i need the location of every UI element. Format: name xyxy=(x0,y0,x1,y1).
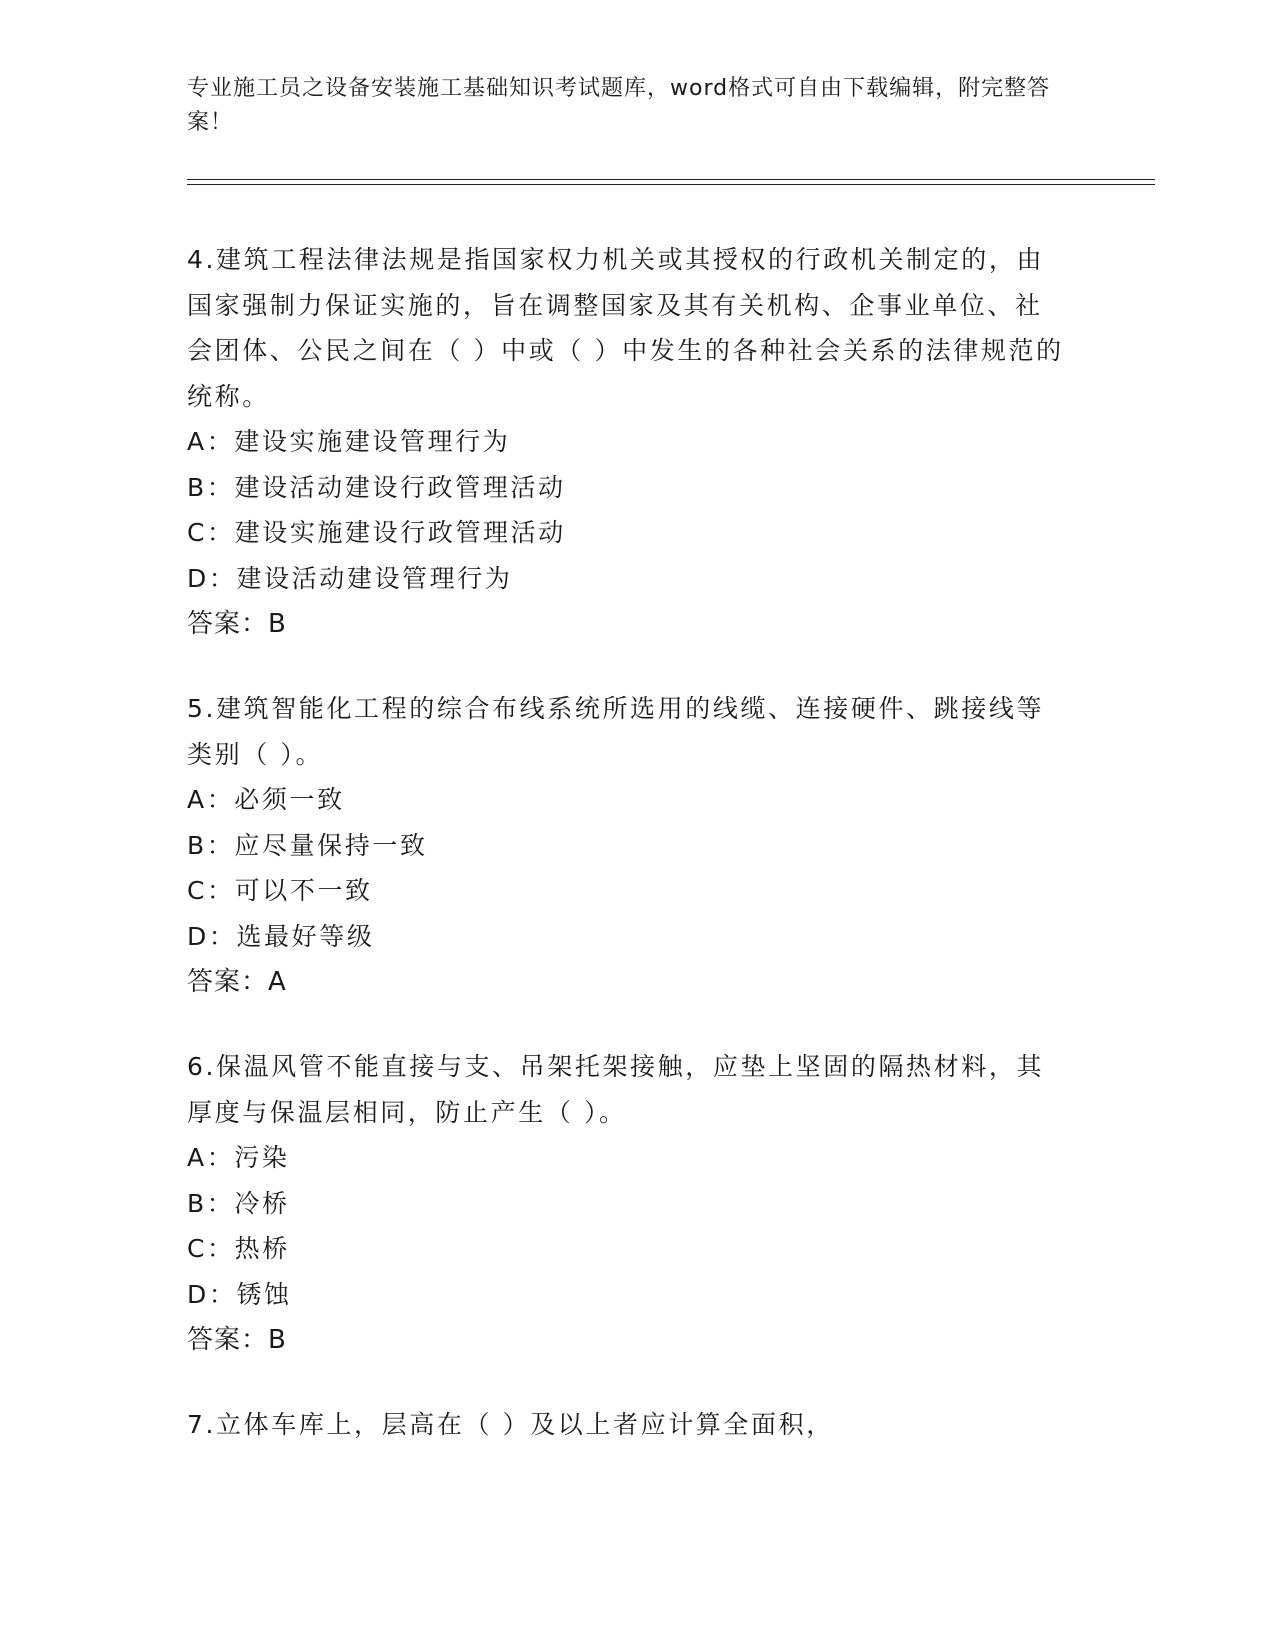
header-divider-bottom xyxy=(187,184,1155,185)
header-divider-top xyxy=(187,179,1155,180)
answer: 答案：B xyxy=(187,609,287,639)
option-b: B：冷桥 xyxy=(187,1188,290,1218)
option-a: A：污染 xyxy=(187,1143,290,1172)
option-d: D：选最好等级 xyxy=(187,921,375,951)
option-d: D：锈蚀 xyxy=(187,1279,292,1309)
question-5 xyxy=(187,686,1067,1005)
question-7 xyxy=(187,1402,1067,1448)
question-4 xyxy=(187,237,1067,647)
option-a: A：必须一致 xyxy=(187,785,345,814)
question-list xyxy=(187,237,1067,1487)
option-d: D：建设活动建设管理行为 xyxy=(187,563,513,593)
option-c: C：热桥 xyxy=(187,1234,290,1263)
question-text: 5.建筑智能化工程的综合布线系统所选用的线缆、连接硬件、跳接线等类别（ ）。 xyxy=(187,694,1045,769)
question-6 xyxy=(187,1044,1067,1363)
option-c: C：可以不一致 xyxy=(187,876,373,905)
question-text: 4.建筑工程法律法规是指国家权力机关或其授权的行政机关制定的，由国家强制力保证实施的，旨在调整国家及其有关机构、企事业单位、社会团体、公民之间在（ ）中或（ ）中发生的各种社会关系的法律规范的统称。 xyxy=(187,245,1064,411)
answer: 答案：B xyxy=(187,1325,287,1355)
option-c: C：建设实施建设行政管理活动 xyxy=(187,518,566,547)
option-a: A：建设实施建设管理行为 xyxy=(187,427,511,456)
answer: 答案：A xyxy=(187,967,287,997)
option-b: B：建设活动建设行政管理活动 xyxy=(187,472,566,502)
question-text: 7.立体车库上，层高在（ ）及以上者应计算全面积， xyxy=(187,1410,834,1439)
option-b: B：应尽量保持一致 xyxy=(187,830,428,860)
question-text: 6.保温风管不能直接与支、吊架托架接触，应垫上坚固的隔热材料，其厚度与保温层相同，防止产生（ ）。 xyxy=(187,1052,1045,1127)
document-header: 专业施工员之设备安装施工基础知识考试题库，word格式可自由下载编辑，附完整答案！ xyxy=(187,76,1051,135)
